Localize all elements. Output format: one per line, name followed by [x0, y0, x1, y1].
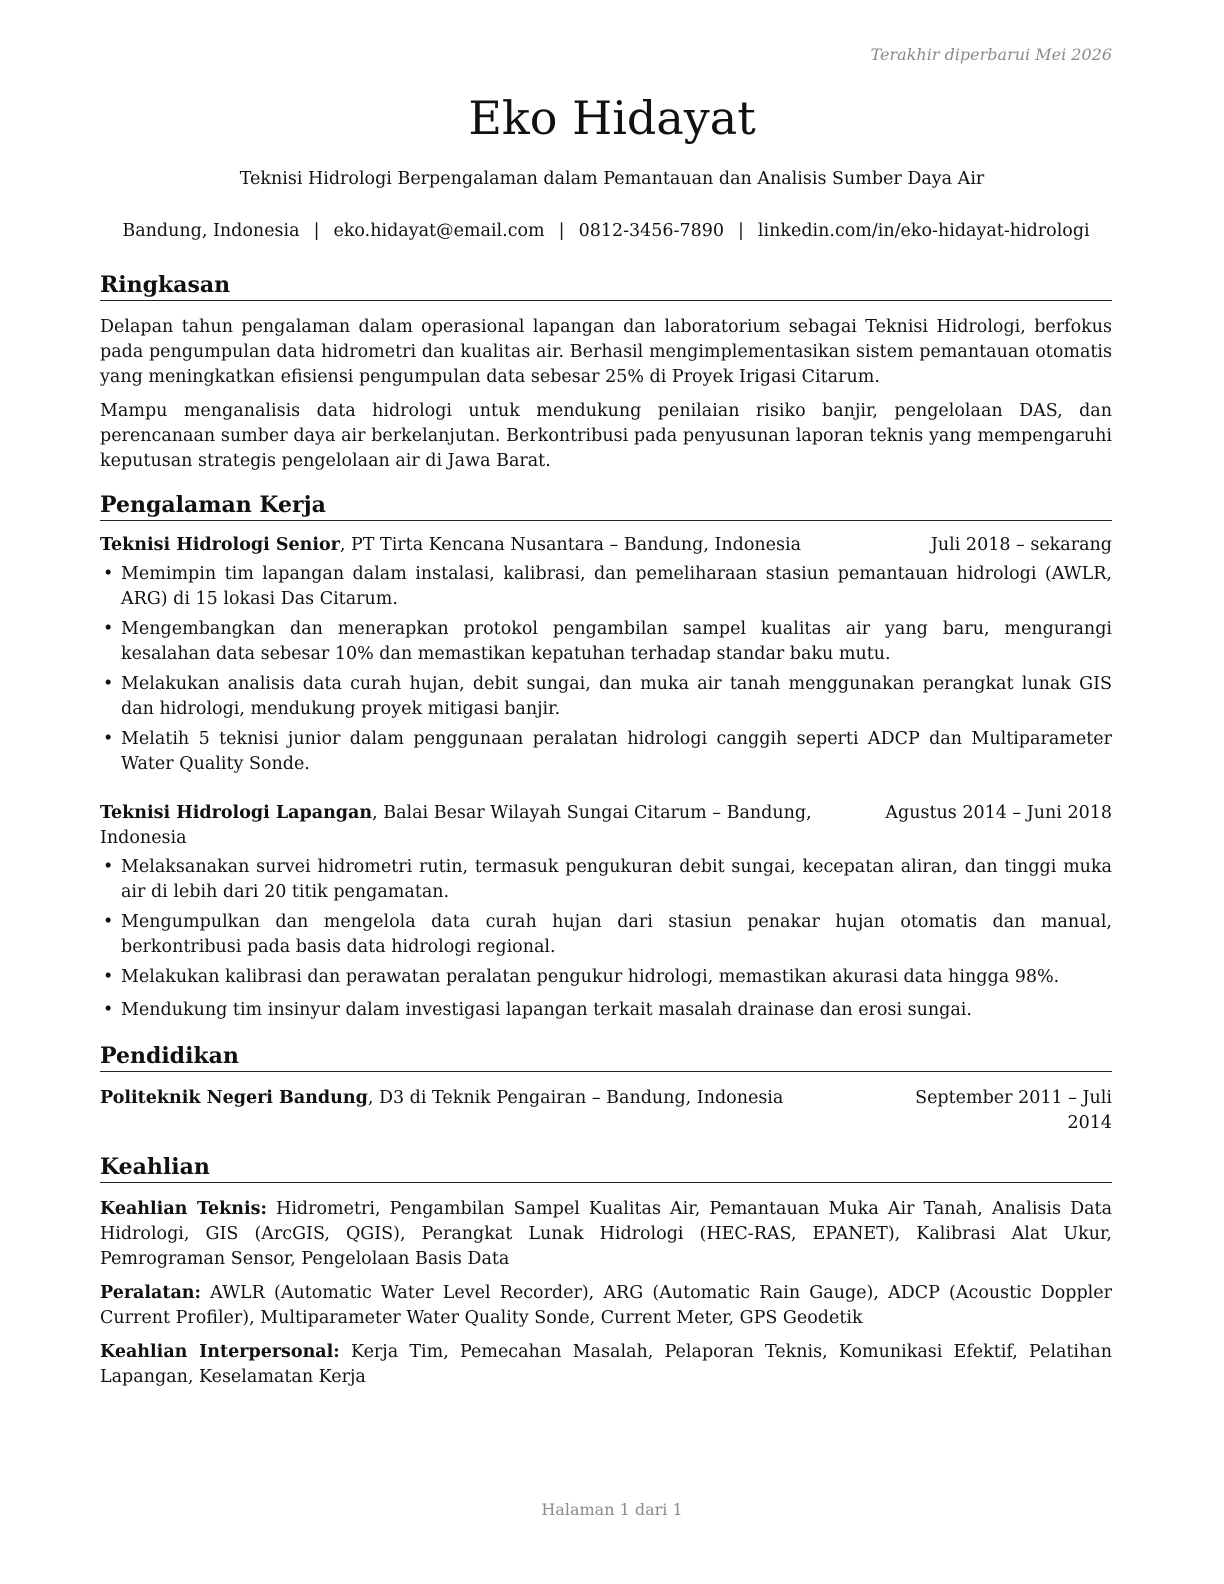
bullet-text: Mendukung tim insinyur dalam investigasi lapangan terkait masalah drainase dan erosi sungai.: [121, 1000, 972, 1020]
contact-separator: |: [738, 221, 744, 241]
skill-group-label: Peralatan:: [100, 1283, 201, 1303]
list-item: [100, 672, 1112, 722]
summary-paragraph: Delapan tahun pengalaman dalam operasional lapangan dan laboratorium sebagai Teknisi Hidrologi, berfokus pada pengumpulan data hidrometri dan kualitas air. Berhasil mengimplementasikan sistem pemantauan otomatis yang meningkatkan efisiensi pengumpulan data sebesar 25% di Proyek Irigasi Citarum.: [100, 317, 1112, 387]
job-entry: [100, 533, 1112, 777]
summary-section: [100, 270, 1112, 474]
contact-line: [100, 218, 1112, 244]
skill-group-text: Hidrometri, Pengambilan Sampel Kualitas Air, Pemantauan Muka Air Tanah, Analisis Data Hidrologi, GIS (ArcGIS, QGIS), Perangkat Lunak Hidrologi (HEC-RAS, EPANET), Kalibrasi Alat Ukur, Pemrograman Sensor, Pengelolaan Basis Data: [100, 1199, 1112, 1269]
skill-group-label: Keahlian Interpersonal:: [100, 1342, 340, 1362]
list-item: [100, 617, 1112, 667]
list-item: [100, 910, 1112, 960]
job-organization: , Balai Besar Wilayah Sungai Citarum – Bandung, Indonesia: [100, 803, 812, 848]
contact-separator: |: [558, 221, 565, 241]
bullet-text: Memimpin tim lapangan dalam instalasi, kalibrasi, dan pemeliharaan stasiun pemantauan hidrologi (AWLR, ARG) di 15 lokasi Das Citarum.: [121, 564, 1112, 609]
bullet-text: Melakukan analisis data curah hujan, debit sungai, dan muka air tanah menggunakan perangkat lunak GIS dan hidrologi, mendukung proyek mitigasi banjir.: [121, 674, 1112, 719]
job-header: [100, 801, 1112, 851]
education-dates: September 2011 – Juli 2014: [915, 1088, 1112, 1133]
job-bullets: [100, 562, 1112, 777]
job-role: Teknisi Hidrologi Lapangan: [100, 803, 373, 823]
bullet-icon: •: [103, 1000, 114, 1020]
bullet-text: Mengembangkan dan menerapkan protokol pengambilan sampel kualitas air yang baru, mengurangi kesalahan data sebesar 10% dan memastikan kepatuhan terhadap standar baku mutu.: [121, 619, 1112, 664]
skill-group: [100, 1281, 1112, 1331]
skill-group: [100, 1197, 1112, 1272]
job-dates: Agustus 2014 – Juni 2018: [885, 803, 1112, 823]
section-title-skills: Keahlian: [100, 1152, 1112, 1183]
bullet-icon: •: [103, 729, 114, 749]
list-item: [100, 855, 1112, 905]
skill-group-text: AWLR (Automatic Water Level Recorder), ARG (Automatic Rain Gauge), ADCP (Acoustic Doppler Current Profiler), Multiparameter Water Quality Sonde, Current Meter, GPS Geodetik: [100, 1283, 1112, 1328]
last-updated-note: Terakhir diperbarui Mei 2026: [870, 45, 1112, 64]
experience-section: [100, 490, 1112, 1023]
bullet-text: Mengumpulkan dan mengelola data curah hujan dari stasiun penakar hujan otomatis dan manual, berkontribusi pada basis data hidrologi regional.: [121, 912, 1112, 957]
bullet-text: Melaksanakan survei hidrometri rutin, termasuk pengukuran debit sungai, kecepatan aliran, dan tinggi muka air di lebih dari 20 titik pengamatan.: [121, 857, 1112, 902]
job-organization: , PT Tirta Kencana Nusantara – Bandung, Indonesia: [339, 535, 802, 555]
education-entry: [100, 1086, 1112, 1136]
bullet-text: Melatih 5 teknisi junior dalam penggunaan peralatan hidrologi canggih seperti ADCP dan Multiparameter Water Quality Sonde.: [121, 729, 1112, 774]
bullet-icon: •: [103, 619, 114, 639]
bullet-icon: •: [103, 564, 114, 584]
list-item: [100, 998, 1112, 1023]
skills-section: [100, 1152, 1112, 1390]
resume-content: [100, 270, 1112, 1390]
job-role: Teknisi Hidrologi Senior: [100, 535, 340, 555]
job-bullets: [100, 855, 1112, 1023]
bullet-text: Melakukan kalibrasi dan perawatan peralatan pengukur hidrologi, memastikan akurasi data hingga 98%.: [121, 967, 1060, 987]
job-dates: Juli 2018 – sekarang: [930, 535, 1112, 555]
contact-phone: 0812-3456-7890: [578, 221, 724, 241]
job-entry: [100, 801, 1112, 1023]
candidate-name: Eko Hidayat: [468, 91, 756, 145]
bullet-icon: •: [103, 857, 114, 877]
bullet-icon: •: [103, 967, 114, 987]
list-item: [100, 562, 1112, 612]
bullet-icon: •: [103, 912, 114, 932]
list-item: [100, 965, 1112, 990]
headline: Teknisi Hidrologi Berpengalaman dalam Pemantauan dan Analisis Sumber Daya Air: [239, 169, 985, 189]
page-number: Halaman 1 dari 1: [541, 1500, 683, 1519]
job-header: [100, 533, 1112, 558]
skill-group-text: Kerja Tim, Pemecahan Masalah, Pelaporan Teknis, Komunikasi Efektif, Pelatihan Lapangan, Keselamatan Kerja: [100, 1342, 1113, 1387]
contact-email[interactable]: eko.hidayat@email.com: [333, 221, 545, 241]
contact-linkedin[interactable]: linkedin.com/in/eko-hidayat-hidrologi: [757, 221, 1090, 241]
section-title-experience: Pengalaman Kerja: [100, 490, 1112, 521]
section-title-education: Pendidikan: [100, 1041, 1112, 1072]
skill-group: [100, 1340, 1112, 1390]
education-section: [100, 1041, 1112, 1136]
list-item: [100, 727, 1112, 777]
school-name: Politeknik Negeri Bandung: [100, 1088, 368, 1108]
degree-detail: , D3 di Teknik Pengairan – Bandung, Indonesia: [367, 1088, 784, 1108]
contact-separator: |: [313, 221, 320, 241]
bullet-icon: •: [103, 674, 114, 694]
skill-group-label: Keahlian Teknis:: [100, 1199, 267, 1219]
section-title-summary: Ringkasan: [100, 270, 1112, 301]
summary-paragraph: Mampu menganalisis data hidrologi untuk mendukung penilaian risiko banjir, pengelolaan DAS, dan perencanaan sumber daya air berkelanjutan. Berkontribusi pada penyusunan laporan teknis yang mempengaruhi keputusan strategis pengelolaan air di Jawa Barat.: [100, 401, 1112, 471]
contact-location: Bandung, Indonesia: [122, 221, 300, 241]
